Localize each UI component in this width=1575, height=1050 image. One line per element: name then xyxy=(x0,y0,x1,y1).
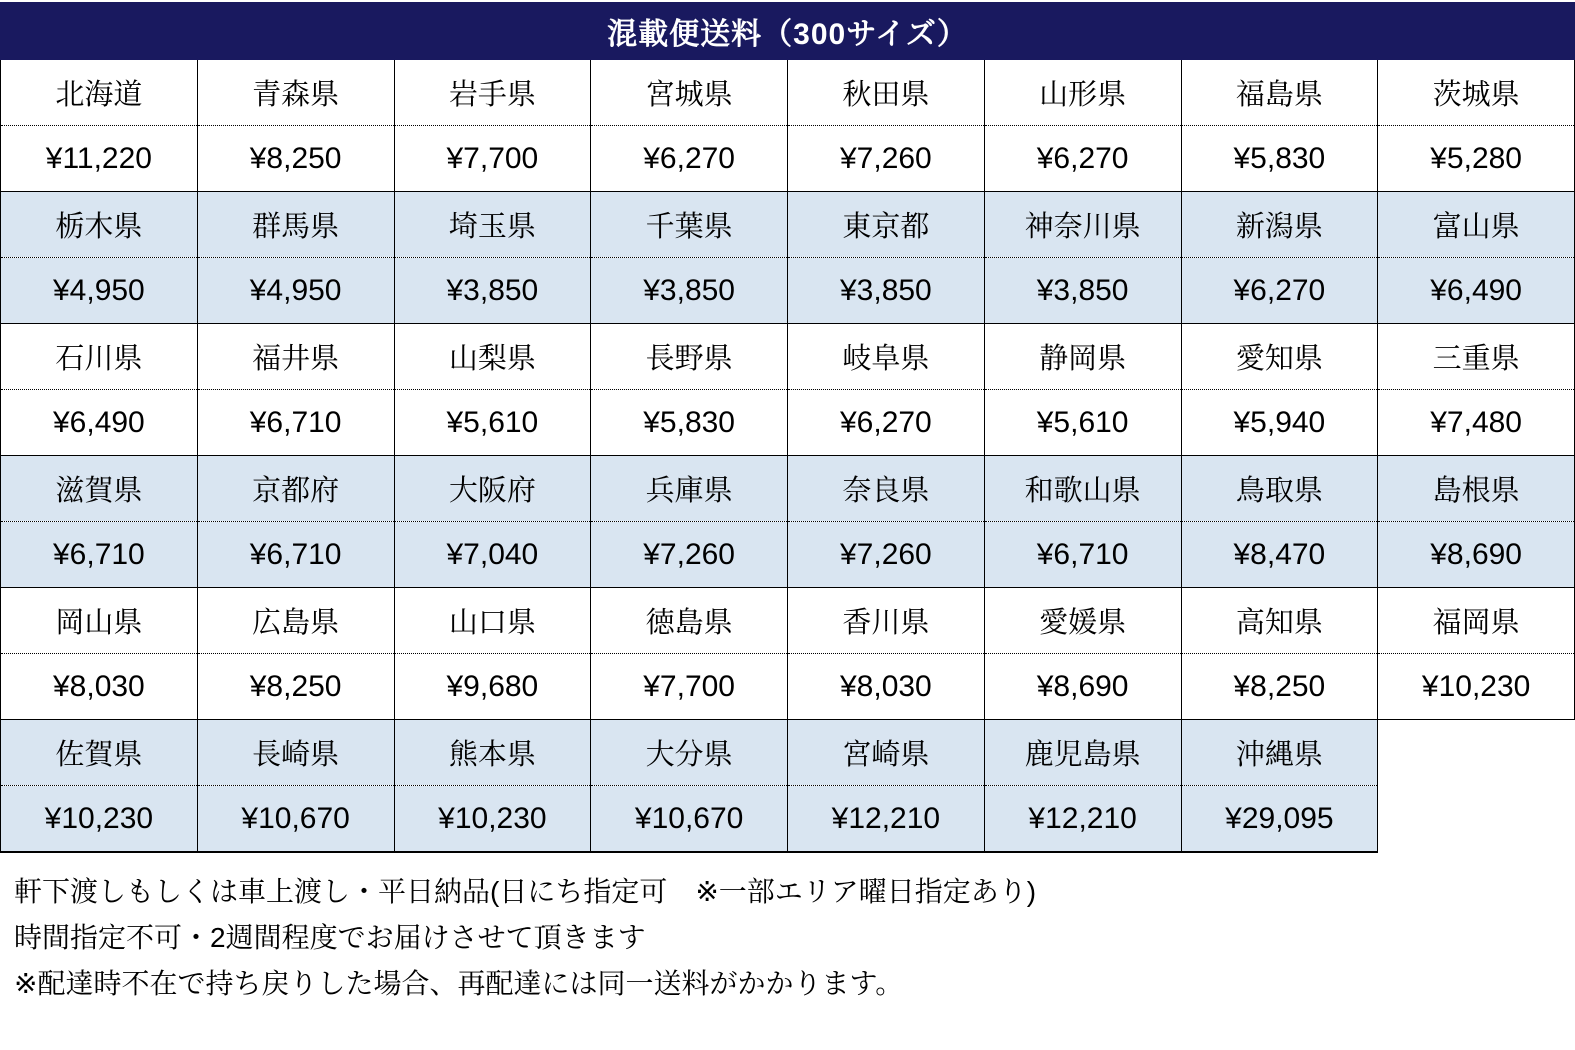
price-cell: ¥3,850 xyxy=(788,258,985,324)
price-cell: ¥10,230 xyxy=(1378,654,1575,720)
prefecture-name-cell: 沖縄県 xyxy=(1181,720,1378,786)
price-cell: ¥10,670 xyxy=(197,786,394,853)
price-cell: ¥8,030 xyxy=(1,654,198,720)
prefecture-name-cell: 福井県 xyxy=(197,324,394,390)
price-cell: ¥8,250 xyxy=(197,654,394,720)
prefecture-name-cell: 愛知県 xyxy=(1181,324,1378,390)
price-cell: ¥10,230 xyxy=(1,786,198,853)
price-cell: ¥8,470 xyxy=(1181,522,1378,588)
price-cell: ¥7,260 xyxy=(788,522,985,588)
prefecture-name-cell: 奈良県 xyxy=(788,456,985,522)
price-cell: ¥7,480 xyxy=(1378,390,1575,456)
table-row xyxy=(1,324,1575,390)
prefecture-name-cell: 富山県 xyxy=(1378,192,1575,258)
price-cell: ¥3,850 xyxy=(984,258,1181,324)
prefecture-name-cell: 山口県 xyxy=(394,588,591,654)
price-cell: ¥5,610 xyxy=(984,390,1181,456)
price-cell: ¥6,270 xyxy=(984,126,1181,192)
price-cell: ¥8,250 xyxy=(1181,654,1378,720)
prefecture-name-cell: 栃木県 xyxy=(1,192,198,258)
empty-cell xyxy=(1378,786,1575,853)
prefecture-name-cell: 大阪府 xyxy=(394,456,591,522)
prefecture-name-cell: 岡山県 xyxy=(1,588,198,654)
table-row xyxy=(1,456,1575,522)
price-cell: ¥3,850 xyxy=(394,258,591,324)
prefecture-name-cell: 広島県 xyxy=(197,588,394,654)
prefecture-name-cell: 長野県 xyxy=(591,324,788,390)
price-cell: ¥9,680 xyxy=(394,654,591,720)
prefecture-name-cell: 福島県 xyxy=(1181,60,1378,126)
price-cell: ¥6,270 xyxy=(1181,258,1378,324)
table-row xyxy=(1,60,1575,126)
prefecture-name-cell: 茨城県 xyxy=(1378,60,1575,126)
page-title: 混載便送料（300サイズ） xyxy=(607,18,968,51)
prefecture-name-cell: 新潟県 xyxy=(1181,192,1378,258)
price-cell: ¥7,040 xyxy=(394,522,591,588)
prefecture-name-cell: 兵庫県 xyxy=(591,456,788,522)
price-cell: ¥5,940 xyxy=(1181,390,1378,456)
price-cell: ¥11,220 xyxy=(1,126,198,192)
note-delivery-terms: 軒下渡しもしくは車上渡し・平日納品(日にち指定可 ※一部エリア曜日指定あり) xyxy=(14,876,1037,907)
price-cell: ¥5,830 xyxy=(1181,126,1378,192)
prefecture-name-cell: 大分県 xyxy=(591,720,788,786)
prefecture-name-cell: 島根県 xyxy=(1378,456,1575,522)
table-row xyxy=(1,126,1575,192)
note-time-limit: 時間指定不可・2週間程度でお届けさせて頂きます xyxy=(14,922,646,953)
prefecture-name-cell: 神奈川県 xyxy=(984,192,1181,258)
price-cell: ¥4,950 xyxy=(197,258,394,324)
prefecture-name-cell: 山形県 xyxy=(984,60,1181,126)
price-cell: ¥6,270 xyxy=(591,126,788,192)
prefecture-name-cell: 山梨県 xyxy=(394,324,591,390)
price-cell: ¥6,710 xyxy=(1,522,198,588)
prefecture-name-cell: 愛媛県 xyxy=(984,588,1181,654)
price-cell: ¥6,710 xyxy=(197,390,394,456)
prefecture-name-cell: 熊本県 xyxy=(394,720,591,786)
price-cell: ¥5,280 xyxy=(1378,126,1575,192)
prefecture-name-cell: 滋賀県 xyxy=(1,456,198,522)
prefecture-name-cell: 香川県 xyxy=(788,588,985,654)
prefecture-name-cell: 青森県 xyxy=(197,60,394,126)
table-title-bar xyxy=(0,2,1575,60)
note-redelivery-fee: ※配達時不在で持ち戻りした場合、再配達には同一送料がかかります。 xyxy=(14,968,904,999)
prefecture-name-cell: 鳥取県 xyxy=(1181,456,1378,522)
prefecture-name-cell: 群馬県 xyxy=(197,192,394,258)
prefecture-name-cell: 福岡県 xyxy=(1378,588,1575,654)
prefecture-name-cell: 静岡県 xyxy=(984,324,1181,390)
prefecture-name-cell: 高知県 xyxy=(1181,588,1378,654)
prefecture-name-cell: 佐賀県 xyxy=(1,720,198,786)
price-cell: ¥8,250 xyxy=(197,126,394,192)
prefecture-name-cell: 徳島県 xyxy=(591,588,788,654)
footer-notes xyxy=(0,853,1575,1007)
table-row xyxy=(1,786,1575,853)
price-cell: ¥7,700 xyxy=(591,654,788,720)
price-cell: ¥6,490 xyxy=(1378,258,1575,324)
table-row xyxy=(1,390,1575,456)
price-cell: ¥8,030 xyxy=(788,654,985,720)
prefecture-name-cell: 長崎県 xyxy=(197,720,394,786)
prefecture-name-cell: 千葉県 xyxy=(591,192,788,258)
empty-cell xyxy=(1378,720,1575,786)
prefecture-name-cell: 岩手県 xyxy=(394,60,591,126)
prefecture-name-cell: 埼玉県 xyxy=(394,192,591,258)
price-cell: ¥10,670 xyxy=(591,786,788,853)
prefecture-name-cell: 京都府 xyxy=(197,456,394,522)
table-row xyxy=(1,588,1575,654)
prefecture-name-cell: 秋田県 xyxy=(788,60,985,126)
table-row xyxy=(1,522,1575,588)
price-cell: ¥4,950 xyxy=(1,258,198,324)
table-row xyxy=(1,720,1575,786)
price-cell: ¥6,710 xyxy=(984,522,1181,588)
price-cell: ¥6,490 xyxy=(1,390,198,456)
price-cell: ¥6,270 xyxy=(788,390,985,456)
prefecture-name-cell: 鹿児島県 xyxy=(984,720,1181,786)
table-row xyxy=(1,258,1575,324)
price-cell: ¥29,095 xyxy=(1181,786,1378,853)
price-cell: ¥8,690 xyxy=(1378,522,1575,588)
prefecture-name-cell: 三重県 xyxy=(1378,324,1575,390)
price-cell: ¥12,210 xyxy=(984,786,1181,853)
shipping-fee-table-page xyxy=(0,2,1575,1050)
prefecture-name-cell: 北海道 xyxy=(1,60,198,126)
price-cell: ¥6,710 xyxy=(197,522,394,588)
prefecture-name-cell: 宮崎県 xyxy=(788,720,985,786)
prefecture-name-cell: 岐阜県 xyxy=(788,324,985,390)
table-row xyxy=(1,654,1575,720)
table-row xyxy=(1,192,1575,258)
price-cell: ¥5,610 xyxy=(394,390,591,456)
price-cell: ¥5,830 xyxy=(591,390,788,456)
price-cell: ¥7,260 xyxy=(591,522,788,588)
price-cell: ¥10,230 xyxy=(394,786,591,853)
price-cell: ¥7,260 xyxy=(788,126,985,192)
price-cell: ¥12,210 xyxy=(788,786,985,853)
prefecture-name-cell: 宮城県 xyxy=(591,60,788,126)
prefecture-name-cell: 和歌山県 xyxy=(984,456,1181,522)
price-cell: ¥3,850 xyxy=(591,258,788,324)
price-cell: ¥8,690 xyxy=(984,654,1181,720)
prefecture-name-cell: 石川県 xyxy=(1,324,198,390)
shipping-fee-table xyxy=(0,60,1575,853)
prefecture-name-cell: 東京都 xyxy=(788,192,985,258)
price-cell: ¥7,700 xyxy=(394,126,591,192)
